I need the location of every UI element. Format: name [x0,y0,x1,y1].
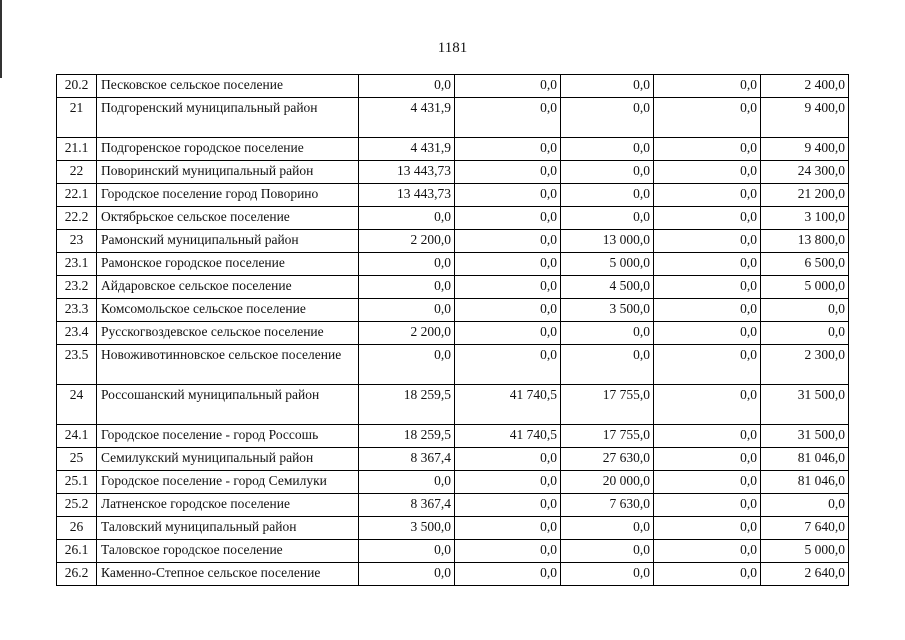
row-number: 23.3 [57,299,97,322]
table-row [57,517,849,540]
municipality-name: Городское поселение - город Россошь [97,425,359,448]
municipality-name: Каменно-Степное сельское поселение [97,563,359,586]
value-cell: 13 443,73 [359,161,455,184]
row-number: 23.4 [57,322,97,345]
value-cell: 0,0 [455,253,561,276]
value-cell: 0,0 [654,253,761,276]
table-row [57,322,849,345]
value-cell: 0,0 [561,184,654,207]
value-cell: 81 046,0 [761,448,849,471]
value-cell: 0,0 [654,540,761,563]
value-cell: 0,0 [455,276,561,299]
municipality-name: Подгоренский муниципальный район [97,98,359,138]
value-cell: 5 000,0 [761,276,849,299]
value-cell: 0,0 [654,517,761,540]
table-row [57,161,849,184]
value-cell: 0,0 [654,448,761,471]
value-cell: 0,0 [455,138,561,161]
row-number: 22.1 [57,184,97,207]
row-number: 25.2 [57,494,97,517]
value-cell: 0,0 [561,138,654,161]
municipality-name: Песковское сельское поселение [97,75,359,98]
row-number: 21 [57,98,97,138]
municipality-name: Айдаровское сельское поселение [97,276,359,299]
value-cell: 4 431,9 [359,98,455,138]
row-number: 21.1 [57,138,97,161]
value-cell: 0,0 [561,563,654,586]
value-cell: 0,0 [455,540,561,563]
page-number: 1181 [437,40,468,56]
value-cell: 41 740,5 [455,425,561,448]
value-cell: 0,0 [359,253,455,276]
table-row [57,299,849,322]
value-cell: 0,0 [654,563,761,586]
value-cell: 0,0 [455,161,561,184]
municipality-name: Рамонское городское поселение [97,253,359,276]
table-row [57,138,849,161]
value-cell: 0,0 [654,98,761,138]
value-cell: 0,0 [455,448,561,471]
value-cell: 9 400,0 [761,98,849,138]
table-row [57,448,849,471]
value-cell: 0,0 [654,299,761,322]
value-cell: 2 200,0 [359,322,455,345]
value-cell: 5 000,0 [761,540,849,563]
value-cell: 13 443,73 [359,184,455,207]
municipality-name: Подгоренское городское поселение [97,138,359,161]
row-number: 26.2 [57,563,97,586]
budget-table [56,74,849,586]
value-cell: 0,0 [455,207,561,230]
value-cell: 0,0 [561,98,654,138]
table-body [57,75,849,586]
table-row [57,345,849,385]
row-number: 24 [57,385,97,425]
value-cell: 0,0 [455,517,561,540]
value-cell: 17 755,0 [561,385,654,425]
value-cell: 8 367,4 [359,494,455,517]
municipality-name: Русскогвоздевское сельское поселение [97,322,359,345]
value-cell: 0,0 [561,207,654,230]
municipality-name: Городское поселение город Поворино [97,184,359,207]
value-cell: 0,0 [654,230,761,253]
value-cell: 0,0 [561,517,654,540]
value-cell: 0,0 [654,385,761,425]
table-row [57,494,849,517]
municipality-name: Городское поселение - город Семилуки [97,471,359,494]
table-row [57,425,849,448]
municipality-name: Семилукский муниципальный район [97,448,359,471]
value-cell: 0,0 [455,98,561,138]
value-cell: 2 640,0 [761,563,849,586]
value-cell: 0,0 [359,75,455,98]
value-cell: 0,0 [654,276,761,299]
value-cell: 0,0 [654,184,761,207]
row-number: 25.1 [57,471,97,494]
value-cell: 3 100,0 [761,207,849,230]
value-cell: 6 500,0 [761,253,849,276]
value-cell: 0,0 [359,207,455,230]
value-cell: 8 367,4 [359,448,455,471]
value-cell: 0,0 [455,471,561,494]
page-edge-mark [0,0,2,78]
table-row [57,207,849,230]
value-cell: 27 630,0 [561,448,654,471]
value-cell: 0,0 [561,161,654,184]
value-cell: 41 740,5 [455,385,561,425]
value-cell: 0,0 [455,299,561,322]
value-cell: 2 300,0 [761,345,849,385]
row-number: 20.2 [57,75,97,98]
row-number: 26 [57,517,97,540]
value-cell: 0,0 [455,563,561,586]
value-cell: 20 000,0 [561,471,654,494]
value-cell: 9 400,0 [761,138,849,161]
table-row [57,563,849,586]
value-cell: 31 500,0 [761,425,849,448]
municipality-name: Латненское городское поселение [97,494,359,517]
municipality-name: Комсомольское сельское поселение [97,299,359,322]
value-cell: 0,0 [561,540,654,563]
row-number: 26.1 [57,540,97,563]
value-cell: 21 200,0 [761,184,849,207]
value-cell: 0,0 [359,299,455,322]
value-cell: 0,0 [654,75,761,98]
value-cell: 0,0 [561,75,654,98]
row-number: 22 [57,161,97,184]
value-cell: 0,0 [561,322,654,345]
value-cell: 3 500,0 [561,299,654,322]
value-cell: 0,0 [654,471,761,494]
table-row [57,385,849,425]
value-cell: 0,0 [654,138,761,161]
row-number: 23.2 [57,276,97,299]
value-cell: 5 000,0 [561,253,654,276]
table-row [57,540,849,563]
value-cell: 0,0 [455,230,561,253]
value-cell: 0,0 [455,345,561,385]
row-number: 23 [57,230,97,253]
municipality-name: Таловский муниципальный район [97,517,359,540]
table-row [57,230,849,253]
value-cell: 7 630,0 [561,494,654,517]
table-row [57,184,849,207]
value-cell: 2 400,0 [761,75,849,98]
value-cell: 0,0 [455,184,561,207]
value-cell: 17 755,0 [561,425,654,448]
value-cell: 0,0 [359,345,455,385]
value-cell: 0,0 [654,207,761,230]
municipality-name: Таловское городское поселение [97,540,359,563]
value-cell: 0,0 [455,75,561,98]
row-number: 23.1 [57,253,97,276]
value-cell: 0,0 [654,425,761,448]
value-cell: 13 800,0 [761,230,849,253]
value-cell: 0,0 [455,494,561,517]
value-cell: 7 640,0 [761,517,849,540]
value-cell: 0,0 [654,494,761,517]
value-cell: 3 500,0 [359,517,455,540]
table-row [57,471,849,494]
value-cell: 81 046,0 [761,471,849,494]
value-cell: 4 500,0 [561,276,654,299]
value-cell: 2 200,0 [359,230,455,253]
row-number: 23.5 [57,345,97,385]
municipality-name: Россошанский муниципальный район [97,385,359,425]
value-cell: 0,0 [359,540,455,563]
row-number: 22.2 [57,207,97,230]
value-cell: 31 500,0 [761,385,849,425]
value-cell: 0,0 [561,345,654,385]
value-cell: 18 259,5 [359,425,455,448]
table-row [57,75,849,98]
value-cell: 0,0 [654,345,761,385]
value-cell: 18 259,5 [359,385,455,425]
value-cell: 0,0 [455,322,561,345]
row-number: 25 [57,448,97,471]
value-cell: 0,0 [654,161,761,184]
municipality-name: Октябрьское сельское поселение [97,207,359,230]
value-cell: 4 431,9 [359,138,455,161]
municipality-name: Новоживотинновское сельское поселение [97,345,359,385]
row-number: 24.1 [57,425,97,448]
value-cell: 0,0 [654,322,761,345]
municipality-name: Поворинский муниципальный район [97,161,359,184]
value-cell: 0,0 [359,563,455,586]
value-cell: 0,0 [359,276,455,299]
value-cell: 0,0 [359,471,455,494]
table-row [57,276,849,299]
table-row [57,253,849,276]
municipality-name: Рамонский муниципальный район [97,230,359,253]
table-row [57,98,849,138]
value-cell: 24 300,0 [761,161,849,184]
value-cell: 0,0 [761,299,849,322]
value-cell: 0,0 [761,322,849,345]
value-cell: 0,0 [761,494,849,517]
value-cell: 13 000,0 [561,230,654,253]
